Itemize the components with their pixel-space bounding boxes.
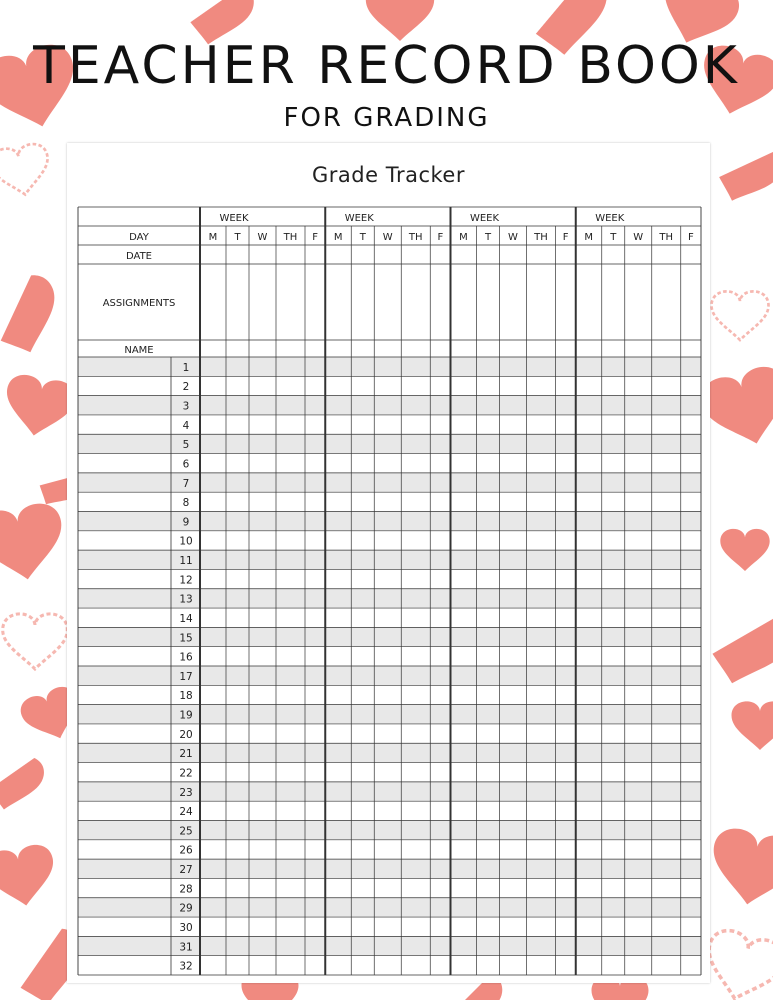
day-label: M [333,232,343,243]
student-number: 17 [179,670,193,683]
week-label: WEEK [219,213,249,224]
shaded-row [78,396,701,415]
student-number: 8 [182,497,190,510]
week-label: WEEK [344,213,374,224]
shaded-row [78,666,701,685]
heart-icon [0,142,53,200]
student-number: 5 [182,439,190,452]
student-number: 23 [179,786,193,799]
student-number: 16 [179,651,193,664]
day-label: M [584,232,594,243]
student-number: 28 [179,883,193,896]
heart-icon [366,0,434,41]
shaded-row [78,936,701,955]
heart-icon [705,825,773,912]
heart-icon [0,269,71,367]
student-number: 12 [179,574,193,587]
grade-tracker-sheet [67,143,710,983]
student-number: 31 [179,941,193,954]
student-number: 27 [179,864,193,877]
student-number: 4 [182,419,190,432]
student-number: 22 [179,767,193,780]
date-row-label: DATE [125,251,153,262]
day-label: W [382,232,393,243]
day-label: W [633,232,644,243]
student-number: 10 [179,535,193,548]
student-number: 24 [179,806,193,819]
student-number: 7 [182,477,190,490]
shaded-row [78,550,701,569]
week-label: WEEK [595,213,625,224]
shaded-row [78,821,701,840]
day-label: F [437,232,444,243]
shaded-row [78,434,701,453]
grade-grid [67,143,710,983]
heart-icon [720,529,769,571]
day-label: W [508,232,518,243]
day-label: T [359,232,366,243]
day-label: M [208,232,218,243]
name-row-label: NAME [124,345,154,356]
day-label: TH [408,232,423,243]
student-number: 11 [179,555,193,568]
heart-icon [0,842,60,911]
heart-icon [732,701,773,750]
student-number: 1 [182,361,190,374]
day-label: TH [659,232,674,243]
shaded-row [78,512,701,531]
shaded-row [78,705,701,724]
assignments-row-label: ASSIGNMENTS [102,298,176,309]
student-number: 26 [179,844,193,857]
student-number: 6 [182,458,190,471]
day-label: W [257,232,268,243]
shaded-row [78,473,701,492]
heart-icon [0,500,70,587]
shaded-row [78,627,701,646]
day-label: TH [283,232,298,243]
shaded-row [78,357,701,376]
day-label: T [234,232,241,243]
week-label: WEEK [469,213,500,224]
student-number: 19 [179,709,193,722]
day-row-label: DAY [129,232,149,243]
sheet-title: Grade Tracker [312,163,465,187]
shaded-row [78,859,701,878]
day-label: F [312,232,319,243]
book-subtitle: FOR GRADING [283,103,490,133]
heart-icon [0,748,47,815]
student-number: 2 [182,381,190,394]
student-number: 30 [179,921,193,934]
student-number: 15 [179,632,193,645]
day-label: T [484,232,492,243]
heart-icon [712,291,769,340]
student-number: 14 [179,612,193,625]
student-number: 9 [182,516,190,529]
day-label: F [687,232,694,243]
student-number: 3 [182,400,190,413]
student-number: 32 [179,960,193,973]
student-number: 20 [179,728,193,741]
student-number: 25 [179,825,193,838]
day-label: M [459,232,468,243]
heart-icon [3,614,68,669]
day-label: T [610,232,617,243]
shaded-row [78,782,701,801]
shaded-row [78,743,701,762]
shaded-row [78,589,701,608]
student-number: 21 [179,748,193,761]
shaded-row [78,898,701,917]
student-number: 18 [179,690,193,703]
heart-icon [0,372,77,441]
book-title: TEACHER RECORD BOOK [33,36,740,96]
day-label: TH [534,232,548,243]
student-number: 13 [179,593,193,606]
student-number: 29 [179,902,193,915]
day-label: F [562,232,569,243]
